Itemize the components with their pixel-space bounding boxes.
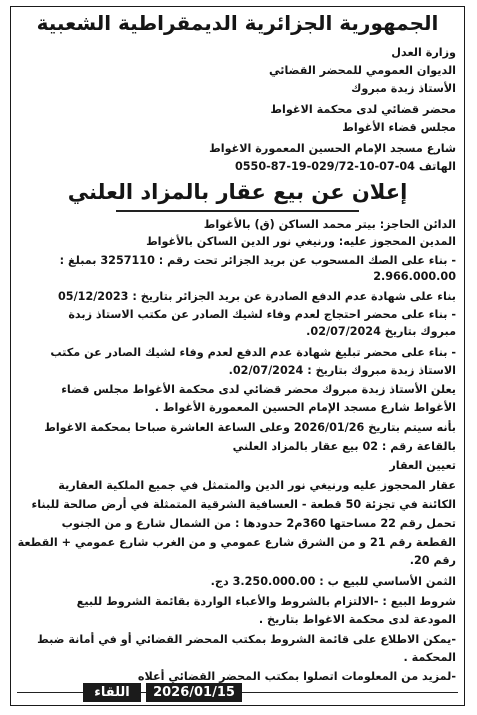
phone-line: الهاتف 04-07-10-029/72-19-87-0550 bbox=[234, 160, 456, 173]
property-line-5: رقم 20. bbox=[409, 554, 456, 567]
publication-date: 2026/01/15 bbox=[146, 683, 242, 702]
base-price-line: الثمن الأساسي للبيع ب : 3.250.000.00 دج. bbox=[210, 575, 456, 588]
notice-title: إعلان عن بيع عقار بالمزاد العلني bbox=[67, 180, 408, 204]
property-line-1: عقار المحجوز عليه ورنيغي نور الدين والمتمثل في جميع الملكية العقارية bbox=[58, 479, 456, 492]
property-line-3: تحمل رقم 22 مساحتها 360م2 حدودها : من الشمال شارع و من الجنوب bbox=[61, 517, 456, 530]
footer bbox=[11, 681, 464, 705]
announce-line-1: يعلن الأستاذ زبدة مبروك محضر قضائي لدى محكمة الأغواط مجلس قضاء bbox=[61, 383, 456, 396]
protest-line-2: مبروك بتاريخ 02/07/2024. bbox=[306, 325, 456, 338]
announce-line-2: الأغواط شارع مسجد الإمام الحسين المعمورة الأغواط . bbox=[154, 401, 456, 414]
property-heading: تعيين العقار bbox=[389, 459, 456, 472]
notification-line-2: الاستاذ زبدة مبروك بتاريخ : 02/07/2024. bbox=[228, 364, 456, 377]
council-line: مجلس قضاء الأغواط bbox=[342, 121, 456, 134]
cheque-line: - بناء على الصك المسحوب عن بريد الجزائر تحت رقم : 3257110 بمبلغ : bbox=[59, 254, 456, 267]
conditions-line-3: -يمكن الاطلاع على قائمة الشروط بمكتب المحضر القضائي أو في أمانة ضبط bbox=[37, 633, 456, 646]
amount-line: 2.966.000.00 bbox=[373, 270, 456, 283]
republic-heading: الجمهورية الجزائرية الديمقراطية الشعبية bbox=[36, 11, 439, 35]
protest-line-1: - بناء على محضر احتجاج لعدم وفاء لشيك الصادر عن مكتب الاستاذ زبدة bbox=[68, 308, 456, 321]
debtor-line: المدين المحجوز عليه: ورنيغي نور الدين الساكن بالأغواط bbox=[146, 235, 456, 248]
address-line: شارع مسجد الإمام الحسين المعمورة الاغواط bbox=[209, 142, 456, 155]
court-line: محضر قضائي لدى محكمة الاغواط bbox=[270, 103, 456, 116]
office-line: الديوان العمومي للمحضر القضائي bbox=[268, 64, 456, 77]
lawyer-line: الأستاذ زبدة مبروك bbox=[351, 82, 456, 95]
publication-name: اللقاء bbox=[83, 683, 141, 702]
conditions-line-4: المحكمة . bbox=[403, 651, 456, 664]
legal-notice bbox=[10, 6, 465, 706]
conditions-line-2: المودعة لدى محكمة الاغواط بتاريخ . bbox=[258, 613, 456, 626]
auction-date-line: بأنه سيتم بتاريخ 2026/01/26 وعلى الساعة العاشرة صباحا بمحكمة الاغواط bbox=[44, 421, 456, 434]
creditor-line: الدائن الحاجز: بيتر محمد الساكن (ق) بالأغواط bbox=[203, 218, 456, 231]
auction-room-line: بالقاعة رقم : 02 بيع عقار بالمزاد العلني bbox=[232, 440, 456, 453]
notification-line-1: - بناء على محضر تبليغ شهادة عدم الدفع لعدم وفاء لشيك الصادر عن مكتب bbox=[50, 346, 456, 359]
property-line-2: الكائنة في تجزئة 50 قطعة - العسافية الشرقية المتمثلة في أرض صالحة للبناء bbox=[31, 498, 456, 511]
nonpayment-cert-line: بناء على شهادة عدم الدفع الصادرة عن بريد الجزائر بتاريخ : 05/12/2023 bbox=[58, 290, 456, 303]
conditions-line-1: شروط البيع : -الالتزام بالشروط والأعباء الواردة بقائمة الشروط للبيع bbox=[76, 595, 456, 608]
title-underline bbox=[116, 210, 359, 212]
property-line-4: القطعة رقم 21 و من الشرق شارع عمومي و من الغرب شارع عمومي + القطعة bbox=[17, 536, 456, 549]
ministry-line: وزارة العدل bbox=[391, 46, 456, 59]
contact-line: -لمزيد من المعلومات اتصلوا بمكتب المحضر القضائي أعلاه bbox=[137, 670, 456, 683]
